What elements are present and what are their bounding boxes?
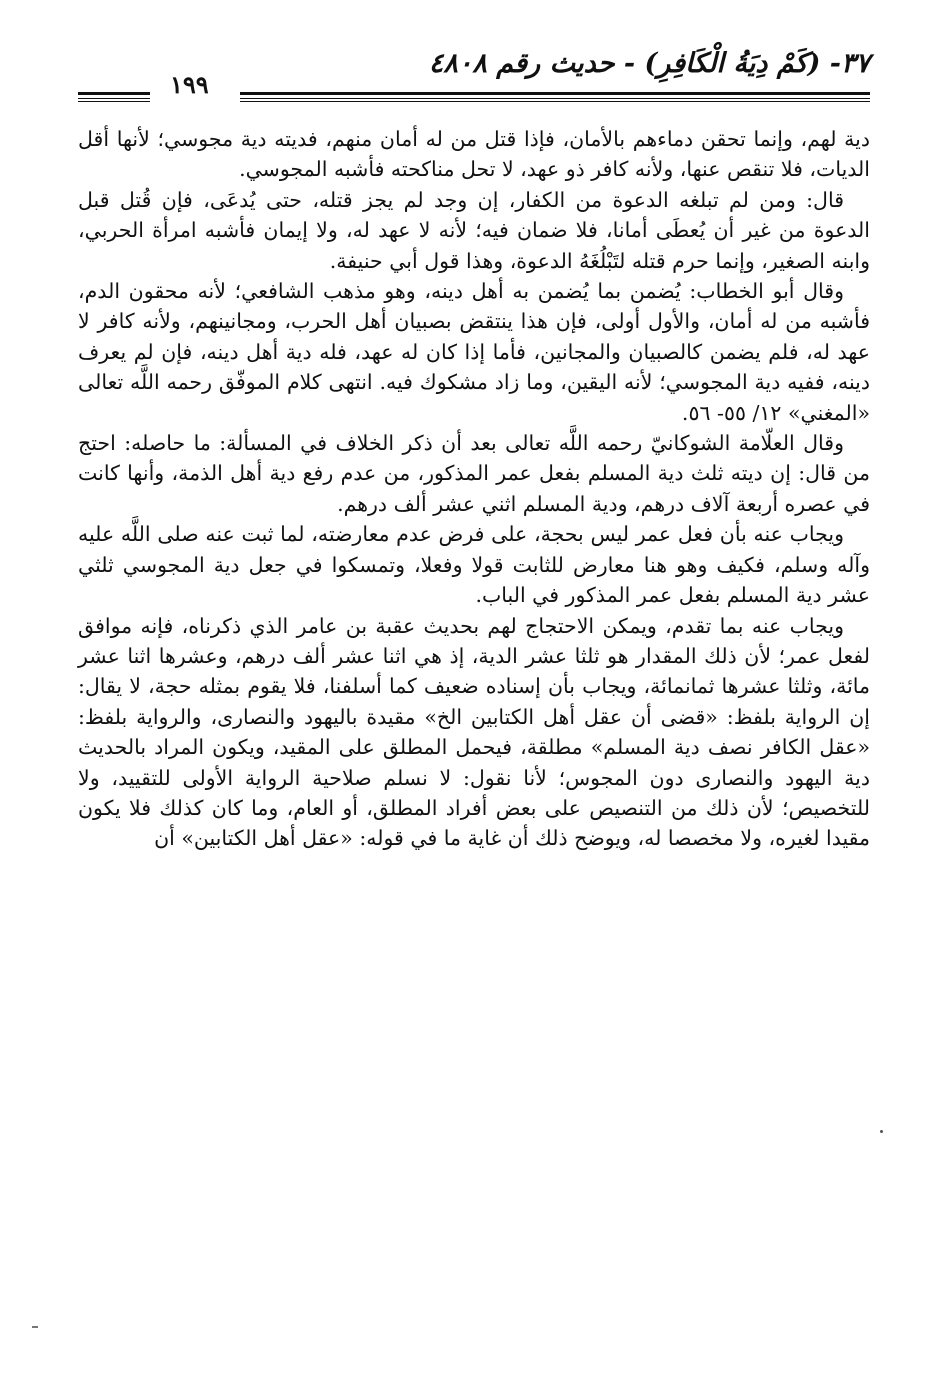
margin-dot xyxy=(880,1130,883,1133)
chapter-title: ٣٧- (كَمْ دِيَةُ الْكَافِرِ) - حديث رقم ٤٨٠٨ xyxy=(428,48,870,79)
margin-mark xyxy=(32,1326,38,1328)
page-number: ١٩٩ xyxy=(170,70,209,99)
paragraph-3: وقال أبو الخطاب: يُضمن بما يُضمن به أهل دينه، وهو مذهب الشافعي؛ لأنه محقون الدم، فأشبه من له أمان، والأول أولى، فإن هذا ينتقض بصبيان أهل الحرب، ومجانينهم، ولأنه كافر لا عهد له، فلم يضمن كالصبيان والمجانين، فأما إذا كان له عهد، فله دية أهل دينه، فإن لم يعرف دينه، ففيه دية المجوسي؛ لأنه اليقين، وما زاد مشكوك فيه. انتهى كلام الموفّق رحمه اللَّه تعالى «المغني» ١٢/ ٥٥- ٥٦. xyxy=(78,279,870,425)
paragraph-6: ويجاب عنه بما تقدم، ويمكن الاحتجاج لهم بحديث عقبة بن عامر الذي ذكرناه، فإنه موافق لفعل عمر؛ لأن ذلك المقدار هو ثلثا عشر الدية، إذ هي اثنا عشر ألف درهم، وعشرها اثنا عشر مائة، وثلثا عشرها ثمانمائة، ويجاب بأن إسناده ضعيف كما أسلفنا، فلا يقوم بمثله حجة، لا يقال: إن الرواية بلفظ: «قضى أن عقل أهل الكتابين الخ» مقيدة باليهود والنصارى، والرواية بلفظ: «عقل الكافر نصف دية المسلم» مطلقة، فيحمل المطلق على المقيد، ويكون المراد بالحديث دية اليهود والنصارى دون المجوس؛ لأنا نقول: لا نسلم صلاحية الرواية الأولى للتقييد، ولا للتخصيص؛ لأن ذلك من التنصيص على بعض أفراد المطلق، أو العام، وما كان كذلك فلا يكون مقيدا لغيره، ولا مخصصا له، ويوضح ذلك أن غاية ما في قوله: «عقل أهل الكتابين» أن xyxy=(78,613,870,851)
page-body xyxy=(78,124,870,854)
header-rule-left-thin xyxy=(78,101,150,102)
page-header xyxy=(78,48,870,108)
paragraph-5: ويجاب عنه بأن فعل عمر ليس بحجة، على فرض عدم معارضته، لما ثبت عنه صلى اللَّه عليه وآله وسلم، فكيف وهو هنا معارض للثابت قولا وفعلا، وتمسكوا في جعل دية المجوسي ثلثي عشر دية المسلم بفعل عمر المذكور في الباب. xyxy=(78,522,870,608)
header-rule-right-thin xyxy=(240,101,870,102)
paragraph-2: قال: ومن لم تبلغه الدعوة من الكفار، إن وجد لم يجز قتله، حتى يُدعَى، فإن قُتل قبل الدعوة من غير أن يُعطَى أمانا، فلا ضمان فيه؛ لأنه لا عهد له، ولا إيمان فأشبه امرأة الحربي، وابنه الصغير، وإنما حرم قتله لتَبْلُغَهُ الدعوة، وهذا قول أبي حنيفة. xyxy=(78,187,870,273)
header-rule-left xyxy=(78,92,150,99)
header-rule-right xyxy=(240,92,870,99)
paragraph-4: وقال العلّامة الشوكانيّ رحمه اللَّه تعالى بعد أن ذكر الخلاف في المسألة: ما حاصله: احتج من قال: إن ديته ثلث دية المسلم بفعل عمر المذكور، من عدم رفع دية أهل الذمة، وأنها كانت في عصره أربعة آلاف درهم، ودية المسلم اثني عشر ألف درهم. xyxy=(78,431,870,516)
paragraph-1: دية لهم، وإنما تحقن دماءهم بالأمان، فإذا قتل من له أمان منهم، فديته دية مجوسي؛ لأنها أقل الديات، فلا تنقص عنها، ولأنه كافر ذو عهد، لا تحل مناكحته فأشبه المجوسي. xyxy=(78,127,870,182)
